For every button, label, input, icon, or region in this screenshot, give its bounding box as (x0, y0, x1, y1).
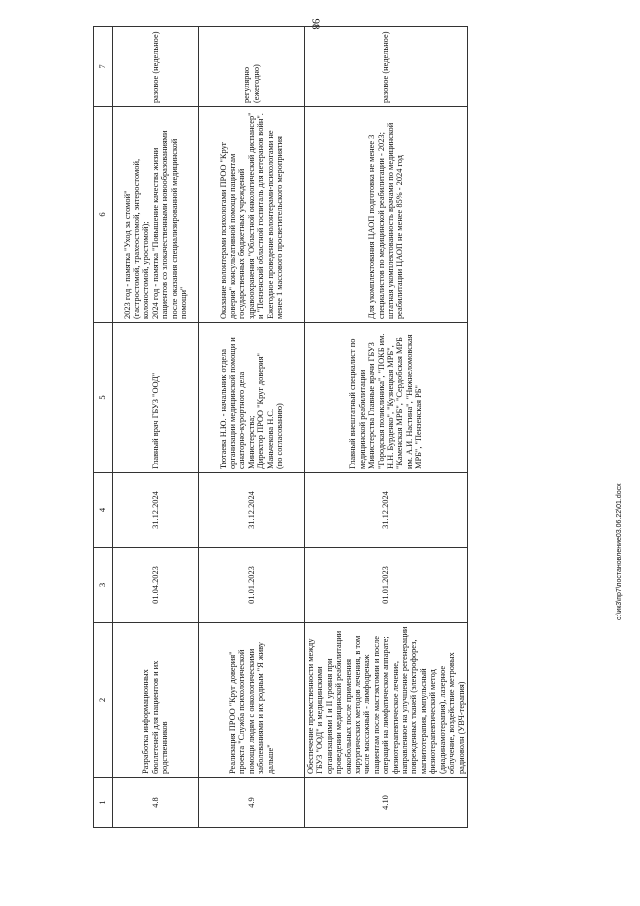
header-cell-3: 3 (94, 548, 113, 623)
table-row (305, 27, 468, 828)
result-cell: Оказание волонтерами психологами ПРОО "Круг доверия" консультативной помощи пациентам государственных бюджетных учреждений здравоохранения "Областной онкологический диспансер" и "Пензенский областной госпиталь для ветеранов войн". Ежегодное проведение волонтерами-психологами не менее 1 массового просветительского мероприятия (199, 107, 305, 323)
row-number: 4.10 (305, 778, 468, 828)
responsible-cell: Главный врач ГБУЗ "ООД" (113, 323, 199, 473)
row-number: 4.8 (113, 778, 199, 828)
measures-table (93, 26, 468, 828)
period-cell: разовое (недельное) (305, 27, 468, 107)
row-number: 4.9 (199, 778, 305, 828)
header-row (94, 27, 113, 828)
table-row (199, 27, 305, 828)
page-number: 98 (309, 18, 322, 30)
period-cell: регулярно (ежегодно) (199, 27, 305, 107)
header-cell-6: 6 (94, 107, 113, 323)
result-cell: 2023 год - памятка "Уход за стомой" (гастростомой, трахеостомой, энтеростомой, колоностомой, уростомой); 2024 год - памятка "Повышение качества жизни пациентов со злокачественными новообразованиями после оказания специализированной медицинской помощи" (113, 107, 199, 323)
event-cell: Обеспечение преемственности между ГБУЗ "ООД" и медицинскими организациями I и II уровня при проведении медицинской реабилитации онкобольных после применения хирургических методов лечения, в том числе массажный - лимфодренаж пациентам после мастэктомии и после операций на лимфатическом аппарате; физиотерапевтическое лечение, направленное на улучшение регенерации поврежденных тканей (электрофорез, магнитотерапия, импульсный физиотерапевтический метод (диадинамотерапия), лазерное облучение, воздействие метровых радиоволн (УВЧ-терапия) (305, 623, 468, 778)
result-cell: Для укомплектования ЦАОП подготовка не менее 3 специалистов по медицинской реабилитации - 2023; штатная укомплектованность врачами по медицинской реабилитации ЦАОП не менее 85% - 2024 год (305, 107, 468, 323)
header-cell-1: 1 (94, 778, 113, 828)
header-cell-7: 7 (94, 27, 113, 107)
event-cell: Разработка информационных бюллетеней для пациентов и их родственников (113, 623, 199, 778)
table-row (113, 27, 199, 828)
end-date-cell: 31.12.2024 (305, 473, 468, 548)
start-date-cell: 01.01.2023 (199, 548, 305, 623)
period-cell: разовое (недельное) (113, 27, 199, 107)
header-cell-2: 2 (94, 623, 113, 778)
start-date-cell: 01.01.2023 (305, 548, 468, 623)
responsible-cell: Тютаева Н.Ю. - начальник отдела организации медицинской помощи и санаторно-курортного дела Министерства; Директор ПРОО "Круг доверия" Маньчекова Н.С. (по согласованию) (199, 323, 305, 473)
header-cell-4: 4 (94, 473, 113, 548)
file-path-footer: c:\ик3\пр7\постановление03.06.22\01.docx (616, 483, 623, 620)
end-date-cell: 31.12.2024 (199, 473, 305, 548)
header-cell-5: 5 (94, 323, 113, 473)
event-cell: Реализация ПРОО "Круг доверия" проекта "Служба психологической помощи людям с онкологическими заболеваниями и их родным "Я живу дальше" (199, 623, 305, 778)
start-date-cell: 01.04.2023 (113, 548, 199, 623)
end-date-cell: 31.12.2024 (113, 473, 199, 548)
responsible-cell: Главный внештатный специалист по медицинской реабилитации Министерства Главные врачи ГБУЗ "Городская поликлиника", "ПОКБ им. Н.Н. Бурденко", "Кузнецкая МРБ", "Каменская МРБ", "Сердобская МРБ им. А.И. Настина", "Нижнеломовская МРБ", "Пензенская РБ" (305, 323, 468, 473)
rotated-table-sheet (93, 27, 617, 828)
